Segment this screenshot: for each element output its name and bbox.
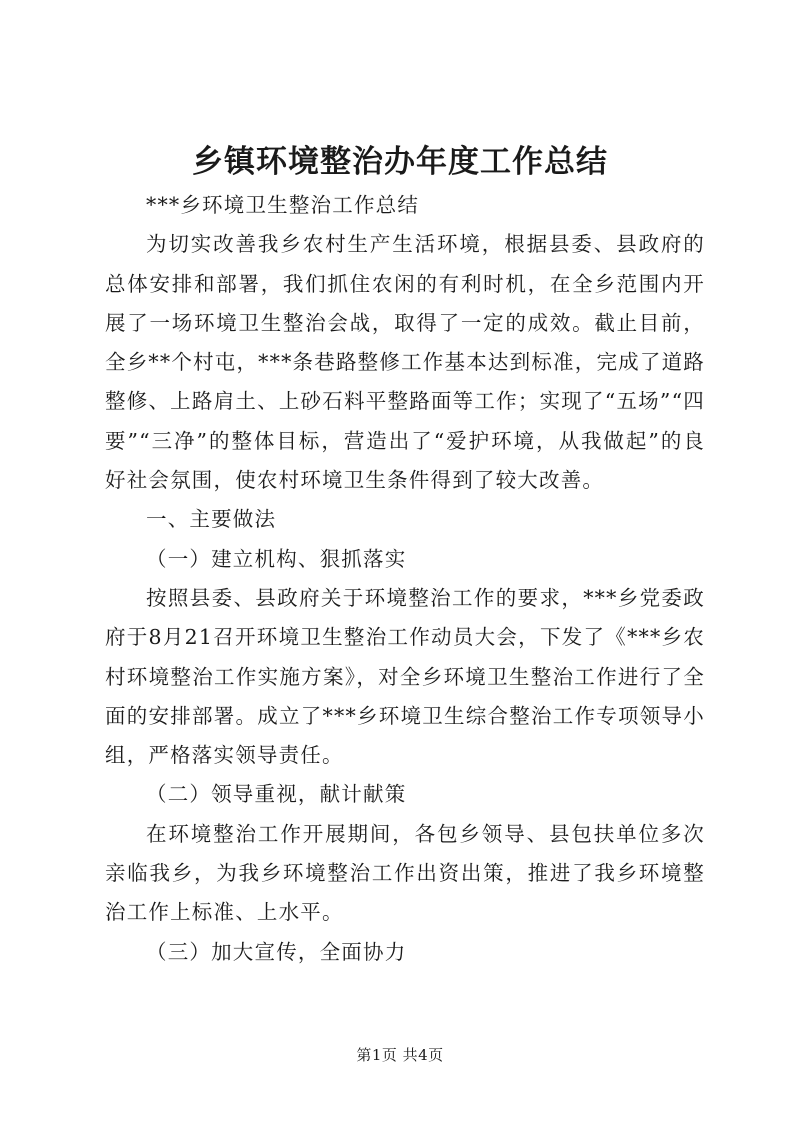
- body-paragraph-1: 按照县委、县政府关于环境整治工作的要求，***乡党委政府于8月21召开环境卫生整治工作动员大会，下发了《***乡农村环境整治工作实施方案》，对全乡环境卫生整治工作进行了全面的安排部署。成立了***乡环境卫生综合整治工作专项领导小组，严格落实领导责任。: [105, 585, 705, 768]
- document-body: [105, 186, 705, 972]
- page-number-footer: 第1页 共4页: [356, 1046, 444, 1064]
- subsection-heading-3: （三）加大宣传，全面协力: [146, 939, 407, 964]
- body-paragraph-2: 在环境整治工作开展期间，各包乡领导、县包扶单位多次亲临我乡，为我乡环境整治工作出资出策，推进了我乡环境整治工作上标准、上水平。: [105, 821, 705, 925]
- intro-paragraph: 为切实改善我乡农村生产生活环境，根据县委、县政府的总体安排和部署，我们抓住农闲的有利时机，在全乡范围内开展了一场环境卫生整治会战，取得了一定的成效。截止目前，全乡**个村屯，***条巷路整修工作基本达到标准，完成了道路整修、上路肩土、上砂石料平整路面等工作；实现了“五场”“四要”“三净”的整体目标，营造出了“爱护环境，从我做起”的良好社会氛围，使农村环境卫生条件得到了较大改善。: [105, 232, 705, 493]
- subtitle-paragraph: ***乡环境卫生整治工作总结: [146, 193, 420, 217]
- subsection-heading-2: （二）领导重视，献计献策: [146, 782, 407, 807]
- subsection-heading-1: （一）建立机构、狠抓落实: [146, 546, 407, 571]
- document-title: 乡镇环境整治办年度工作总结: [192, 144, 608, 180]
- section-heading: 一、主要做法: [146, 507, 277, 532]
